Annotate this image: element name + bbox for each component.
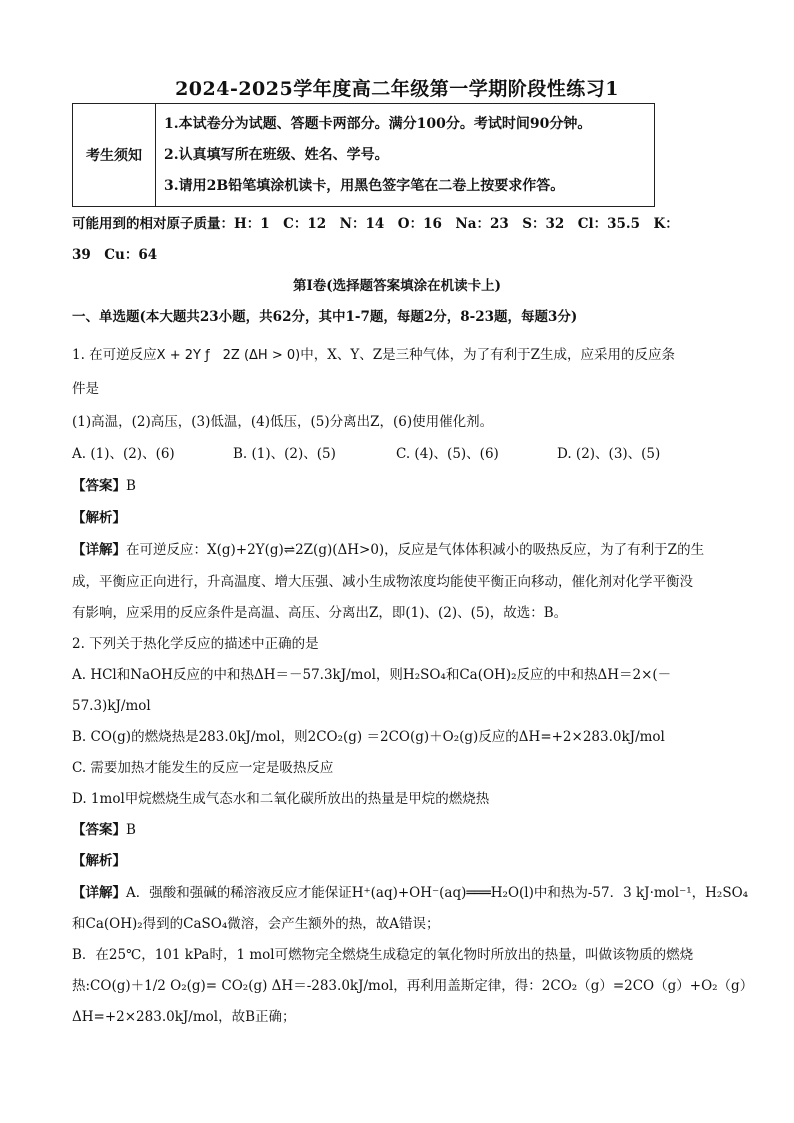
q1-equation: X + 2Y ƒ 2Z (ΔH > 0)	[156, 348, 301, 363]
q1-stem-line-2: 件是	[72, 381, 99, 397]
q2-option-b: B. CO(g)的燃烧热是283.0kJ/mol，则2CO₂(g) ＝2CO(g)＋O₂(g)反应的ΔH=+2×283.0kJ/mol	[72, 729, 665, 745]
q1-answer	[72, 477, 136, 495]
atomic-mass-line-1: 可能用到的相对原子质量：H：1 C：12 N：14 O：16 Na：23 S：32 Cl：35.5 K：	[72, 216, 679, 232]
q1-detail-text-1: 在可逆反应：X(g)+2Y(g)⇌2Z(g)(ΔH>0)，反应是气体体积减小的吸热反应，为了有利于Z的生	[126, 542, 705, 558]
q1-stem-line-1	[72, 346, 675, 365]
q1-answer-tag: 【答案】	[72, 478, 126, 494]
q2-answer-tag: 【答案】	[72, 822, 126, 838]
q1-answer-value: B	[126, 478, 136, 494]
q1-stem-b: 中，X、Y、Z是三种气体，为了有利于Z生成，应采用的反应条	[300, 347, 676, 363]
notice-item-1: 1.本试卷分为试题、答题卡两部分。满分100分。考试时间90分钟。	[164, 115, 592, 132]
q2-detail-line-3: B．在25℃，101 kPa时，1 mol可燃物完全燃烧生成稳定的氧化物时所放出的热量，叫做该物质的燃烧	[72, 947, 694, 963]
notice-body	[156, 104, 655, 207]
part-heading: 一、单选题(本大题共23小题，共62分，其中1-7题，每题2分，8-23题，每题3分)	[72, 309, 578, 325]
q2-option-a-line-1: A. HCl和NaOH反应的中和热ΔH＝－57.3kJ/mol，则H₂SO₄和Ca(OH)₂反应的中和热ΔH＝2×(－	[72, 667, 672, 683]
q2-detail-tag: 【详解】	[72, 885, 126, 901]
q1-analysis-tag: 【解析】	[72, 510, 126, 526]
q1-option-a: A. (1)、(2)、(6)	[72, 446, 175, 462]
notice-item-2: 2.认真填写所在班级、姓名、学号。	[164, 146, 389, 163]
q2-detail-line-2: 和Ca(OH)₂得到的CaSO₄微溶，会产生额外的热，故A错误；	[72, 916, 440, 932]
q2-stem: 2. 下列关于热化学反应的描述中正确的是	[72, 636, 319, 652]
q1-option-c: C. (4)、(5)、(6)	[396, 446, 499, 462]
q2-detail-line-4: 热:CO(g)＋1/2 O₂(g)= CO₂(g) ΔH＝-283.0kJ/mol，再利用盖斯定律，得：2CO₂（g）=2CO（g）+O₂（g）	[72, 978, 754, 994]
q1-conditions: (1)高温，(2)高压，(3)低温，(4)低压，(5)分离出Z，(6)使用催化剂。	[72, 414, 494, 430]
atomic-mass-line-2: 39 Cu：64	[72, 247, 158, 263]
q2-detail-text-1: A．强酸和强碱的稀溶液反应才能保证H⁺(aq)+OH⁻(aq)═══H₂O(l)中和热为-57．3 kJ·mol⁻¹，H₂SO₄	[126, 885, 749, 901]
q2-analysis-tag: 【解析】	[72, 853, 126, 869]
page-title: 2024-2025学年度高二年级第一学期阶段性练习1	[175, 78, 619, 100]
exam-notice-table	[72, 103, 655, 207]
q2-answer-value: B	[126, 822, 136, 838]
q1-detail-line-1	[72, 541, 704, 559]
notice-label: 考生须知	[73, 104, 156, 207]
notice-item-3: 3.请用2B铅笔填涂机读卡，用黑色签字笔在二卷上按要求作答。	[164, 177, 565, 194]
q1-stem-a: 1. 在可逆反应	[72, 347, 157, 363]
q1-detail-line-2: 成，平衡应正向进行，升高温度、增大压强、减小生成物浓度均能使平衡正向移动，催化剂对化学平衡没	[72, 574, 693, 590]
section-heading: 第Ⅰ卷(选择题答案填涂在机读卡上)	[292, 278, 502, 294]
q2-option-a-line-2: 57.3)kJ/mol	[72, 698, 151, 714]
q1-option-b: B. (1)、(2)、(5)	[233, 446, 336, 462]
q2-option-c: C. 需要加热才能发生的反应一定是吸热反应	[72, 760, 334, 776]
q2-detail-line-5: ΔH=+2×283.0kJ/mol，故B正确；	[72, 1009, 296, 1025]
q1-detail-line-3: 有影响，应采用的反应条件是高温、高压、分离出Z，即(1)、(2)、(5)，故选：B。	[72, 605, 568, 621]
q2-detail-line-1	[72, 884, 748, 902]
q1-detail-tag: 【详解】	[72, 542, 126, 558]
q2-option-d: D. 1mol甲烷燃烧生成气态水和二氧化碳所放出的热量是甲烷的燃烧热	[72, 791, 490, 807]
q2-answer	[72, 821, 136, 839]
q1-option-d: D. (2)、(3)、(5)	[557, 446, 661, 462]
